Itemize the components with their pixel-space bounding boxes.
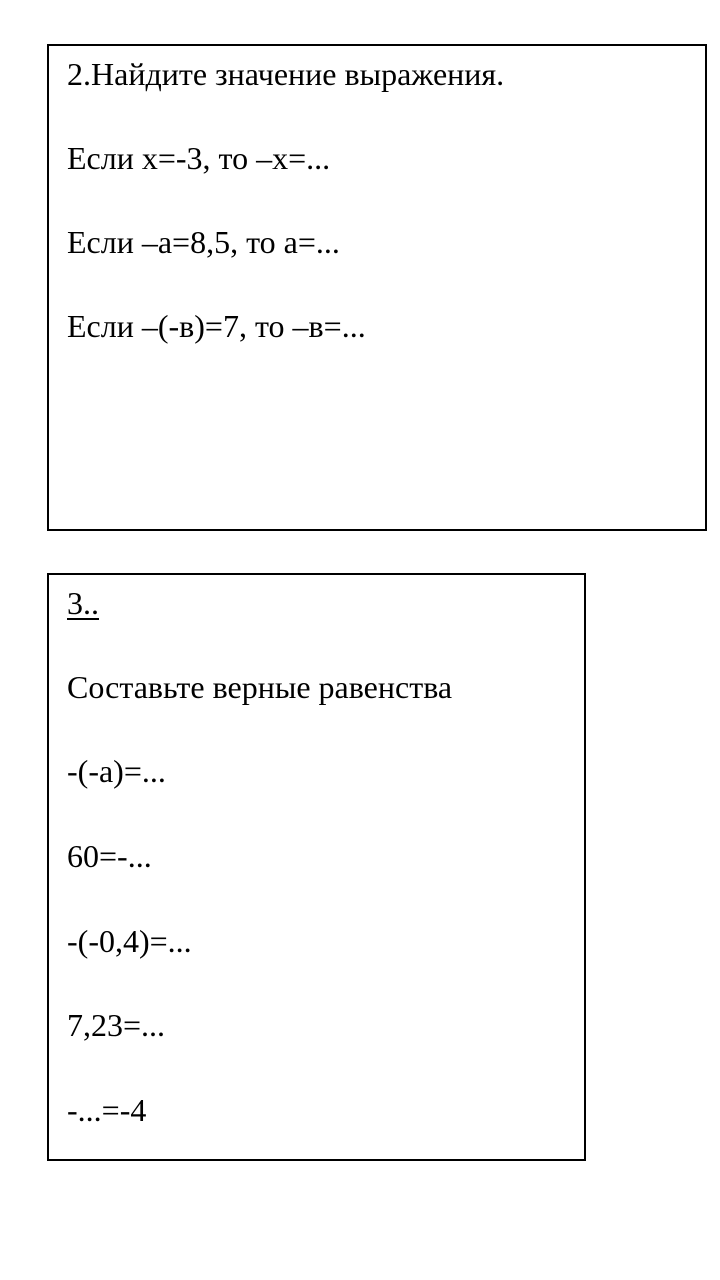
task-3-box <box>47 573 586 1161</box>
task-2-heading: 2.Найдите значение выражения. <box>67 56 505 92</box>
task-3-instruction: Составьте верные равенства <box>67 669 453 705</box>
task-2-box <box>47 44 707 531</box>
task-3-number: 3.. <box>67 585 99 621</box>
task-3-equality-1: -(-a)=... <box>67 753 166 789</box>
task-3-equality-2: 60=-... <box>67 838 152 874</box>
task-3-equality-5: -...=-4 <box>67 1092 147 1128</box>
task-2-line-3: Если –(-в)=7, то –в=... <box>67 308 366 344</box>
task-3-equality-3: -(-0,4)=... <box>67 923 192 959</box>
task-3-equality-4: 7,23=... <box>67 1007 166 1043</box>
task-2-line-2: Если –a=8,5, то a=... <box>67 224 340 260</box>
task-2-line-1: Если x=-3, то –x=... <box>67 140 331 176</box>
